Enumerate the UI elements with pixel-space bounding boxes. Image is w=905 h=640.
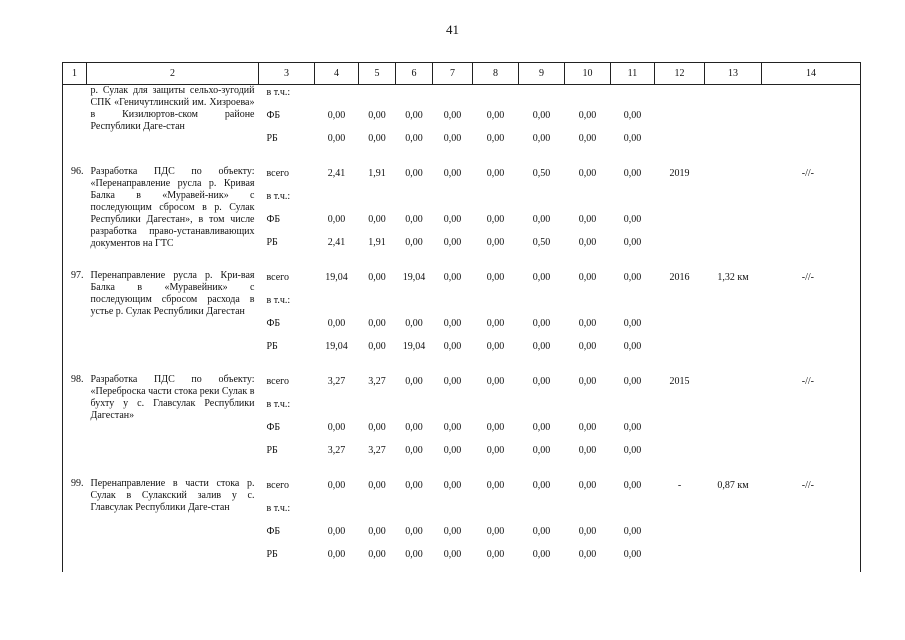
funding-source-label: РБ <box>266 549 278 560</box>
amount-col-6: 0,00 <box>405 526 423 537</box>
amount-col-8 <box>473 399 519 422</box>
amount-col-8: 0,00 <box>486 110 505 121</box>
amount-col-10 <box>565 399 611 422</box>
amount-col-8 <box>473 503 519 526</box>
amount-col-7 <box>433 503 473 526</box>
funding-source-label: ФБ <box>266 318 281 329</box>
column-header-7: 7 <box>433 63 473 85</box>
funding-source-label: всего <box>266 480 290 491</box>
amount-col-9: 0,00 <box>532 133 551 144</box>
amount-col-7 <box>433 191 473 214</box>
capacity-length: 0,87 км <box>717 480 749 491</box>
column-header-11: 11 <box>611 63 655 85</box>
table-row <box>63 478 861 503</box>
amount-col-11: 0,00 <box>623 214 642 225</box>
amount-col-7: 0,00 <box>443 272 462 283</box>
capacity-length <box>705 166 762 260</box>
amount-col-10: 0,00 <box>578 168 597 179</box>
column-header-12: 12 <box>655 63 705 85</box>
amount-col-7: 0,00 <box>443 168 462 179</box>
amount-col-11 <box>611 191 655 214</box>
amount-col-6: 0,00 <box>405 422 423 433</box>
amount-col-10 <box>565 503 611 526</box>
funding-source-label: всего <box>266 272 290 283</box>
amount-col-9: 0,00 <box>532 341 551 352</box>
amount-col-5: 3,27 <box>368 376 386 387</box>
amount-col-11: 0,00 <box>623 133 642 144</box>
amount-col-4 <box>315 295 359 318</box>
completion-year <box>655 85 705 157</box>
block-spacer <box>63 468 861 478</box>
funding-source-label: всего <box>266 376 290 387</box>
column-header-9: 9 <box>519 63 565 85</box>
amount-col-6: 19,04 <box>402 341 426 352</box>
amount-col-9: 0,00 <box>532 214 551 225</box>
amount-col-9: 0,00 <box>532 376 551 387</box>
responsible-note <box>762 85 861 157</box>
financing-table <box>62 62 861 572</box>
amount-col-7: 0,00 <box>443 237 462 248</box>
amount-col-8: 0,00 <box>486 341 505 352</box>
amount-col-7 <box>433 295 473 318</box>
amount-col-10: 0,00 <box>578 526 597 537</box>
column-header-2: 2 <box>87 63 259 85</box>
amount-col-7: 0,00 <box>443 341 462 352</box>
column-header-14: 14 <box>762 63 861 85</box>
amount-col-6: 0,00 <box>405 376 423 387</box>
amount-col-7: 0,00 <box>443 526 462 537</box>
amount-col-10: 0,00 <box>578 318 597 329</box>
amount-col-5: 1,91 <box>368 168 386 179</box>
amount-col-7 <box>433 85 473 111</box>
amount-col-7: 0,00 <box>443 480 462 491</box>
amount-col-4 <box>315 399 359 422</box>
table-row <box>63 374 861 399</box>
amount-col-4: 2,41 <box>327 237 346 248</box>
amount-col-9: 0,00 <box>532 526 551 537</box>
capacity-length: 1,32 км <box>717 272 749 283</box>
amount-col-7: 0,00 <box>443 445 462 456</box>
table-body <box>63 85 861 573</box>
amount-col-11: 0,00 <box>623 272 642 283</box>
amount-col-8 <box>473 295 519 318</box>
amount-col-6: 0,00 <box>405 110 423 121</box>
amount-col-5 <box>359 85 396 111</box>
responsible-note: -//- <box>762 478 861 572</box>
completion-year: 2016 <box>669 272 690 283</box>
amount-col-11: 0,00 <box>623 237 642 248</box>
amount-col-6: 0,00 <box>405 237 423 248</box>
amount-col-10: 0,00 <box>578 272 597 283</box>
amount-col-6: 0,00 <box>405 549 423 560</box>
amount-col-6: 0,00 <box>405 445 423 456</box>
object-description: Перенаправление в части стока р. Сулак в Сулакский залив у с. Главсулак Республики Даге-стан <box>90 478 255 513</box>
amount-col-8 <box>473 191 519 214</box>
object-description: Разработка ПДС по объекту: «Переброска части стока реки Сулак в бухту у с. Главсулак Республики Дагестан» <box>90 374 255 421</box>
amount-col-5: 0,00 <box>368 133 386 144</box>
amount-col-7: 0,00 <box>443 133 462 144</box>
amount-col-10: 0,00 <box>578 445 597 456</box>
funding-source-label: ФБ <box>266 214 281 225</box>
funding-source-label: ФБ <box>266 110 281 121</box>
amount-col-8: 0,00 <box>486 237 505 248</box>
amount-col-10: 0,00 <box>578 376 597 387</box>
amount-col-4 <box>315 191 359 214</box>
amount-col-11: 0,00 <box>623 445 642 456</box>
object-description: Перенаправление русла р. Кри-вая Балка в «Муравейник» с последующим сбросом расхода в устье р. Сулак Республики Дагестан <box>90 270 255 317</box>
row-number: 96. <box>63 166 87 260</box>
amount-col-8: 0,00 <box>486 376 505 387</box>
amount-col-5: 0,00 <box>368 549 386 560</box>
object-description: р. Сулак для защиты сельхо-зугодий СПК «Геничутлинский им. Хизроева» в Кизилюртов-ском районе Республики Даге-стан <box>90 85 255 132</box>
amount-col-11: 0,00 <box>623 110 642 121</box>
row-number <box>63 85 87 157</box>
amount-col-8: 0,00 <box>486 422 505 433</box>
block-spacer <box>63 260 861 270</box>
amount-col-10: 0,00 <box>578 110 597 121</box>
amount-col-11: 0,00 <box>623 526 642 537</box>
amount-col-7: 0,00 <box>443 422 462 433</box>
amount-col-6: 0,00 <box>405 214 423 225</box>
amount-col-10: 0,00 <box>578 214 597 225</box>
amount-col-4: 0,00 <box>327 110 346 121</box>
amount-col-9: 0,00 <box>532 318 551 329</box>
amount-col-4: 0,00 <box>327 318 346 329</box>
amount-col-9 <box>519 503 565 526</box>
amount-col-11: 0,00 <box>623 549 642 560</box>
amount-col-4: 0,00 <box>327 526 346 537</box>
amount-col-8: 0,00 <box>486 214 505 225</box>
amount-col-9: 0,00 <box>532 445 551 456</box>
amount-col-8: 0,00 <box>486 168 505 179</box>
completion-year: 2015 <box>669 376 690 387</box>
funding-source-label: в т.ч.: <box>266 503 291 514</box>
completion-year: 2019 <box>669 168 690 179</box>
column-header-1: 1 <box>63 63 87 85</box>
amount-col-8: 0,00 <box>486 272 505 283</box>
amount-col-5: 0,00 <box>368 214 386 225</box>
header-row <box>63 63 861 85</box>
completion-year: - <box>677 480 682 491</box>
funding-source-label: в т.ч.: <box>266 295 291 306</box>
table-row <box>63 85 861 111</box>
amount-col-9: 0,00 <box>532 422 551 433</box>
row-number: 97. <box>63 270 87 364</box>
funding-source-label: всего <box>266 168 290 179</box>
amount-col-8: 0,00 <box>486 549 505 560</box>
amount-col-8 <box>473 85 519 111</box>
amount-col-6 <box>396 191 433 214</box>
amount-col-5: 0,00 <box>368 318 386 329</box>
capacity-length <box>705 85 762 157</box>
amount-col-4: 0,00 <box>327 422 346 433</box>
amount-col-6 <box>396 85 433 111</box>
amount-col-8: 0,00 <box>486 445 505 456</box>
amount-col-9: 0,50 <box>532 168 551 179</box>
amount-col-7 <box>433 399 473 422</box>
amount-col-8: 0,00 <box>486 526 505 537</box>
amount-col-4: 2,41 <box>327 168 346 179</box>
table-row <box>63 166 861 191</box>
amount-col-4: 3,27 <box>327 445 346 456</box>
amount-col-9 <box>519 85 565 111</box>
amount-col-9: 0,00 <box>532 272 551 283</box>
funding-source-label: ФБ <box>266 526 281 537</box>
column-header-5: 5 <box>359 63 396 85</box>
amount-col-6: 0,00 <box>405 133 423 144</box>
funding-source-label: РБ <box>266 133 278 144</box>
amount-col-7: 0,00 <box>443 549 462 560</box>
amount-col-10 <box>565 85 611 111</box>
table-row <box>63 270 861 295</box>
amount-col-11: 0,00 <box>623 168 642 179</box>
amount-col-9: 0,00 <box>532 549 551 560</box>
funding-source-label: РБ <box>266 341 278 352</box>
column-header-4: 4 <box>315 63 359 85</box>
page-number: 41 <box>446 22 459 37</box>
amount-col-11 <box>611 399 655 422</box>
amount-col-9 <box>519 191 565 214</box>
funding-source-label: ФБ <box>266 422 281 433</box>
amount-col-11: 0,00 <box>623 480 642 491</box>
amount-col-11 <box>611 295 655 318</box>
amount-col-5: 0,00 <box>368 422 386 433</box>
amount-col-9: 0,00 <box>532 480 551 491</box>
block-spacer <box>63 156 861 166</box>
row-number: 99. <box>63 478 87 572</box>
amount-col-11: 0,00 <box>623 318 642 329</box>
responsible-note: -//- <box>762 166 861 260</box>
amount-col-4: 19,04 <box>325 341 348 352</box>
funding-source-label: РБ <box>266 445 278 456</box>
amount-col-11: 0,00 <box>623 422 642 433</box>
amount-col-5 <box>359 503 396 526</box>
column-header-13: 13 <box>705 63 762 85</box>
column-header-10: 10 <box>565 63 611 85</box>
funding-source-label: в т.ч.: <box>266 87 291 98</box>
amount-col-7: 0,00 <box>443 318 462 329</box>
amount-col-5: 3,27 <box>368 445 386 456</box>
amount-col-5: 0,00 <box>368 341 386 352</box>
amount-col-10: 0,00 <box>578 237 597 248</box>
column-header-8: 8 <box>473 63 519 85</box>
amount-col-10: 0,00 <box>578 549 597 560</box>
amount-col-7: 0,00 <box>443 214 462 225</box>
amount-col-6 <box>396 503 433 526</box>
amount-col-9 <box>519 295 565 318</box>
amount-col-8: 0,00 <box>486 133 505 144</box>
amount-col-6 <box>396 295 433 318</box>
amount-col-9 <box>519 399 565 422</box>
amount-col-5: 0,00 <box>368 110 386 121</box>
amount-col-4: 19,04 <box>325 272 348 283</box>
column-header-6: 6 <box>396 63 433 85</box>
capacity-length <box>705 374 762 468</box>
amount-col-11 <box>611 85 655 111</box>
amount-col-5: 0,00 <box>368 480 386 491</box>
funding-source-label: РБ <box>266 237 278 248</box>
responsible-note: -//- <box>762 374 861 468</box>
amount-col-9: 0,50 <box>532 237 551 248</box>
amount-col-10: 0,00 <box>578 480 597 491</box>
amount-col-10: 0,00 <box>578 133 597 144</box>
amount-col-10: 0,00 <box>578 422 597 433</box>
amount-col-4: 0,00 <box>327 214 346 225</box>
amount-col-5: 0,00 <box>368 526 386 537</box>
amount-col-11: 0,00 <box>623 341 642 352</box>
amount-col-6: 0,00 <box>405 168 423 179</box>
responsible-note: -//- <box>762 270 861 364</box>
funding-source-label: в т.ч.: <box>266 191 291 202</box>
amount-col-6: 19,04 <box>402 272 426 283</box>
amount-col-4 <box>315 503 359 526</box>
amount-col-10: 0,00 <box>578 341 597 352</box>
column-header-3: 3 <box>259 63 315 85</box>
amount-col-4: 0,00 <box>327 133 346 144</box>
row-number: 98. <box>63 374 87 468</box>
amount-col-5 <box>359 399 396 422</box>
amount-col-10 <box>565 295 611 318</box>
amount-col-8: 0,00 <box>486 480 505 491</box>
amount-col-4: 0,00 <box>327 549 346 560</box>
amount-col-7: 0,00 <box>443 376 462 387</box>
amount-col-11 <box>611 503 655 526</box>
amount-col-6: 0,00 <box>405 480 423 491</box>
funding-source-label: в т.ч.: <box>266 399 291 410</box>
amount-col-5: 0,00 <box>368 272 386 283</box>
amount-col-6 <box>396 399 433 422</box>
object-description: Разработка ПДС по объекту: «Перенаправление русла р. Кривая Балка в «Муравей-ник» с последующим сбросом в р. Сулак Республики Дагестан», в том числе разработка право-устанавливающих документов на ГТС <box>90 166 255 249</box>
amount-col-4 <box>315 85 359 111</box>
block-spacer <box>63 364 861 374</box>
amount-col-9: 0,00 <box>532 110 551 121</box>
amount-col-8: 0,00 <box>486 318 505 329</box>
amount-col-4: 3,27 <box>327 376 346 387</box>
amount-col-11: 0,00 <box>623 376 642 387</box>
amount-col-10 <box>565 191 611 214</box>
amount-col-7: 0,00 <box>443 110 462 121</box>
amount-col-5: 1,91 <box>368 237 386 248</box>
amount-col-6: 0,00 <box>405 318 423 329</box>
amount-col-4: 0,00 <box>327 480 346 491</box>
amount-col-5 <box>359 191 396 214</box>
amount-col-5 <box>359 295 396 318</box>
